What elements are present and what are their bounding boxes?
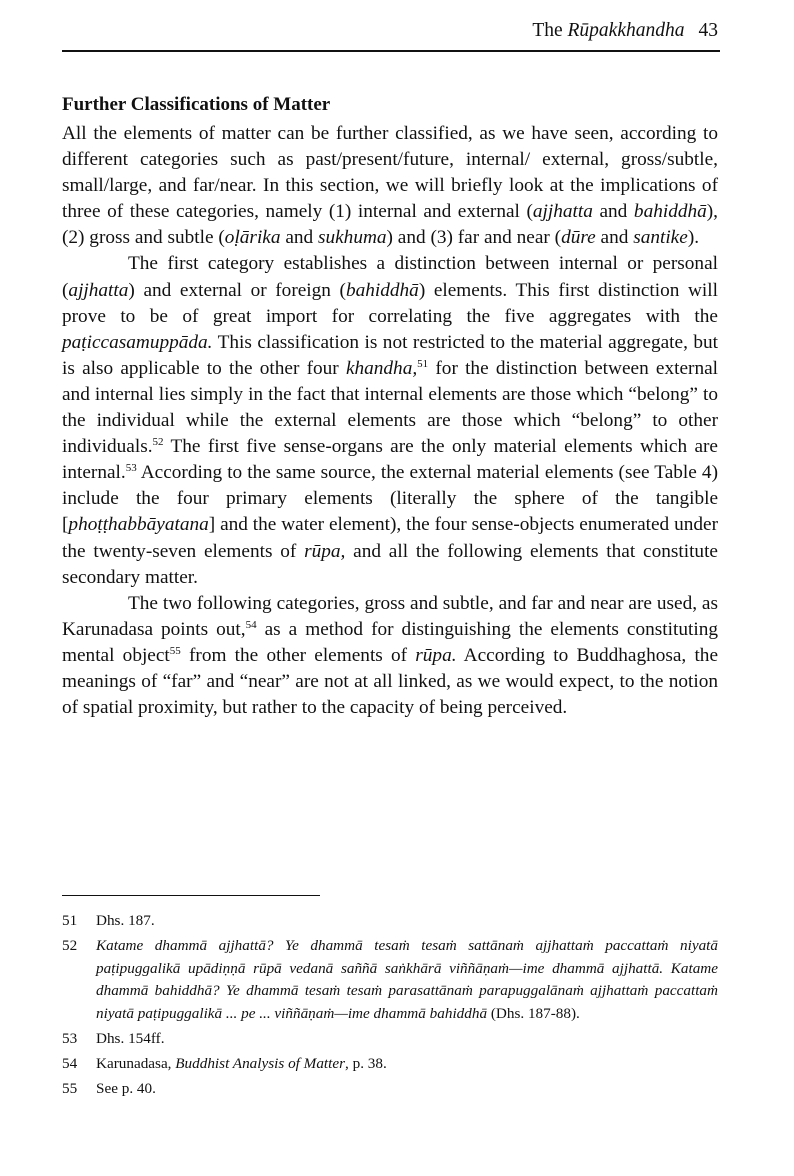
pali-term: bahiddhā bbox=[345, 279, 419, 301]
text-run: and all the following elements that constitute secondary matter. bbox=[62, 540, 718, 588]
text-run: According to the same source, the external material elements (see Table 4) include the four primary elements (literally the sphere of the tangible [ bbox=[62, 462, 718, 536]
text-run: as a method for distinguishing the elements constituting mental object bbox=[62, 618, 718, 666]
running-title bbox=[532, 20, 718, 42]
footnote-54 bbox=[62, 1053, 718, 1076]
text-run: Karunadasa, bbox=[96, 1054, 176, 1072]
text-run: and bbox=[595, 227, 634, 249]
footnote-number: 55 bbox=[62, 1079, 78, 1097]
footnote-number: 53 bbox=[62, 1029, 78, 1047]
footnote-text bbox=[96, 935, 718, 1026]
text-run: for the distinction between external and internal lies simply in the fact that internal elements are those which “belong” to the individual while the external elements are those which “belong” to other individuals. bbox=[62, 357, 719, 458]
paragraph-3 bbox=[62, 591, 718, 721]
footnotes bbox=[62, 910, 718, 1100]
footnote-55 bbox=[62, 1078, 718, 1101]
footnote-51 bbox=[62, 910, 718, 933]
book-title: Buddhist Analysis of Matter bbox=[175, 1054, 346, 1072]
text-run: and bbox=[280, 227, 318, 249]
pali-term: khandha, bbox=[345, 357, 418, 379]
pali-term: phoṭṭhabbāyatana bbox=[68, 514, 209, 536]
running-header bbox=[62, 18, 720, 52]
pali-term: paṭiccasamuppāda. bbox=[62, 331, 213, 353]
pali-term: sukhuma bbox=[317, 227, 387, 249]
footnote-text: Dhs. 154ff. bbox=[96, 1029, 165, 1047]
body-text bbox=[62, 121, 718, 721]
pali-term: rūpa, bbox=[304, 540, 346, 562]
text-run: The first five sense-organs are the only material elements which are internal. bbox=[62, 436, 718, 484]
pali-term: ajjhatta bbox=[532, 201, 593, 223]
footnote-number: 54 bbox=[62, 1054, 78, 1072]
footnote-52 bbox=[62, 935, 718, 1026]
footnote-divider bbox=[62, 895, 320, 896]
footnote-text: Dhs. 187. bbox=[96, 912, 155, 929]
page-number: 43 bbox=[698, 20, 718, 41]
text-run: , p. 38. bbox=[345, 1054, 387, 1072]
text-run: ), (2) gross and subtle ( bbox=[62, 201, 719, 249]
pali-quotation: Katame dhammā ajjhattā? Ye dhammā tesaṁ tesaṁ sattānaṁ ajjhattaṁ paccattaṁ niyatā paṭipuggalikā upādiṇṇā rūpā vedanā saññā saṅkhārā viññāṇaṁ—ime dhammā ajjhattā. Katame dhammā bahiddhā? Ye dhammā tesaṁ tesaṁ parasattānaṁ parapuggalānaṁ ajjhattaṁ paccattaṁ niyatā paṭipuggalikā ... pe ... viññāṇaṁ—ime dhammā bahiddhā bbox=[96, 936, 718, 1023]
text-run: ). bbox=[687, 227, 700, 249]
text-run: All the elements of matter can be further classified, as we have seen, according to different categories such as past/present/future, internal/ external, gross/subtle, small/large, and far/near. In this section, we will briefly look at the implications of three of these categories, namely (1) internal and external ( bbox=[62, 123, 718, 223]
text-run: The first category establishes a distinction between internal or personal ( bbox=[62, 253, 718, 301]
pali-term: bahiddhā bbox=[633, 201, 707, 223]
footnote-ref-52: 52 bbox=[152, 436, 164, 449]
text-run: from the other elements of bbox=[180, 644, 416, 666]
paragraph-1 bbox=[62, 121, 718, 251]
footnote-ref-53: 53 bbox=[125, 462, 137, 475]
paragraph-2 bbox=[62, 251, 718, 590]
text-run: ) elements. This first distinction will prove to be of great import for correlating the five aggregates with the bbox=[62, 279, 718, 327]
footnote-text: See p. 40. bbox=[96, 1079, 156, 1097]
pali-term: dūre bbox=[561, 227, 596, 249]
text-run: ] and the water element), the four sense-objects enumerated under the twenty-seven elements of bbox=[62, 514, 718, 562]
text-run: The two following categories, gross and subtle, and far and near are used, as Karunadasa points out, bbox=[62, 592, 718, 640]
text-run: ) and external or foreign ( bbox=[128, 279, 346, 301]
pali-term: ajjhatta bbox=[68, 279, 129, 301]
text-run: ) and (3) far and near ( bbox=[386, 227, 562, 249]
pali-term: rūpa. bbox=[415, 644, 457, 666]
pali-term: oḷārika bbox=[224, 227, 281, 249]
section-heading: Further Classifications of Matter bbox=[62, 94, 331, 115]
text-run: This classification is not restricted to the material aggregate, but is also applicable to the other four bbox=[62, 331, 718, 379]
running-title-prefix: The bbox=[532, 20, 563, 41]
running-title-pali: Rūpakkhandha bbox=[567, 20, 685, 41]
pali-term: santike bbox=[633, 227, 688, 249]
footnote-number: 51 bbox=[62, 912, 78, 929]
footnote-text bbox=[96, 1053, 718, 1076]
footnote-ref-54: 54 bbox=[245, 618, 257, 631]
footnote-number: 52 bbox=[62, 936, 78, 954]
footnote-ref-55: 55 bbox=[169, 644, 181, 657]
text-run: According to Buddhaghosa, the meanings of “far” and “near” are not at all linked, as we would expect, to the notion of spatial proximity, but rather to the capacity of being perceived. bbox=[62, 644, 719, 719]
footnote-reference: (Dhs. 187-88). bbox=[487, 1005, 580, 1023]
footnote-ref-51: 51 bbox=[417, 357, 429, 370]
text-run: and bbox=[592, 201, 634, 223]
footnote-53 bbox=[62, 1028, 718, 1051]
